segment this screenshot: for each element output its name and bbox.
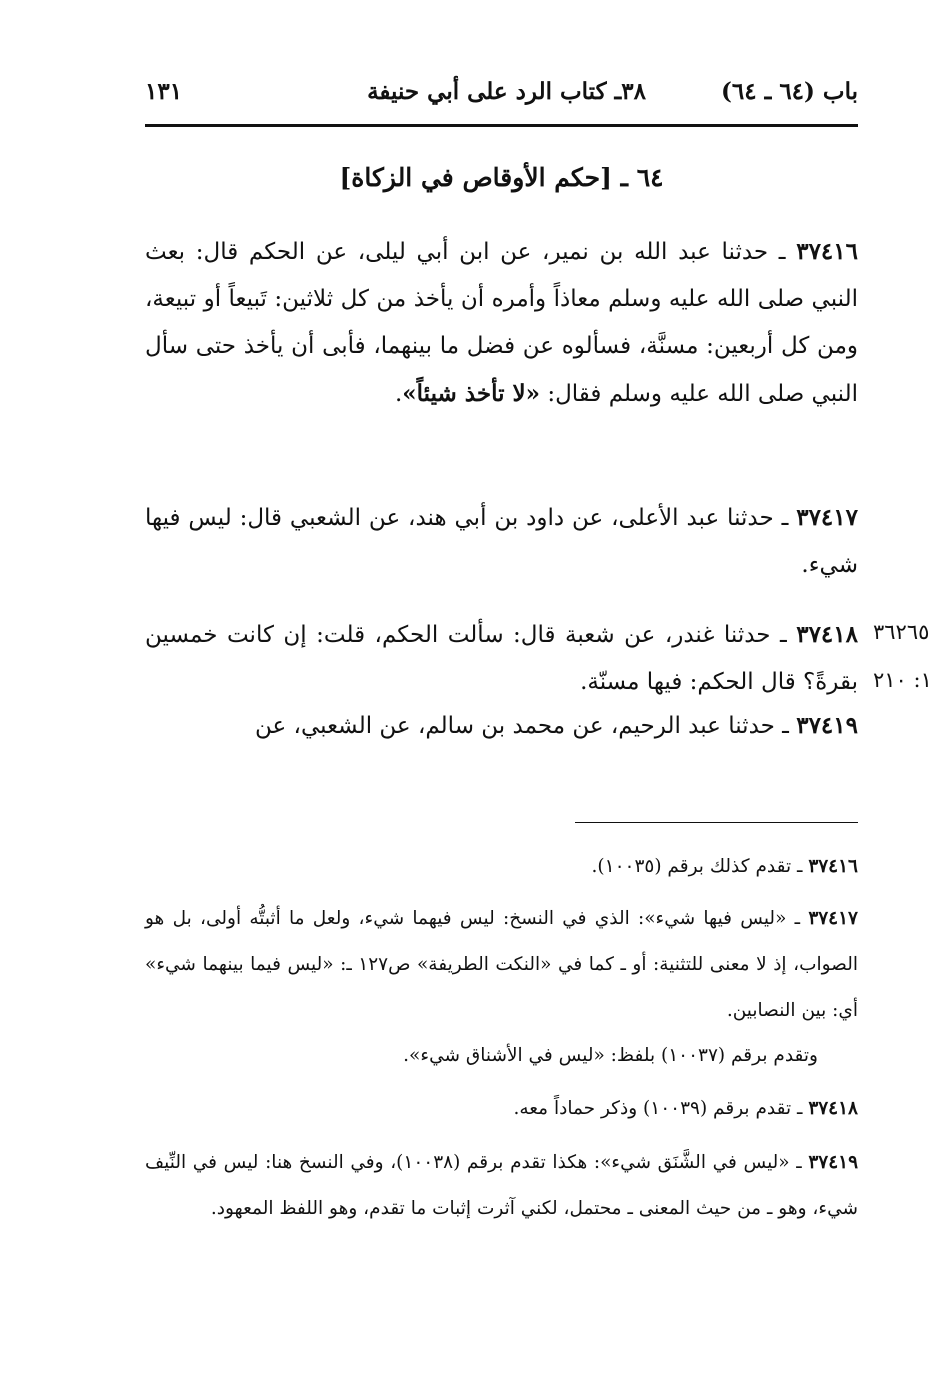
footnote-number: ٣٧٤١٩ (808, 1152, 859, 1173)
page-number: ١٣١ (145, 78, 183, 105)
hadith-paragraph (145, 702, 858, 750)
footnote (145, 1033, 858, 1079)
hadith-paragraph (145, 494, 858, 589)
hadith-text: ـ حدثنا عبد الرحيم، عن محمد بن سالم، عن الشعبي، عن (255, 713, 797, 739)
hadith-quote: «لا تأخذ شيئاً» (402, 380, 541, 407)
chapter-title: ٦٤ ـ [حكم الأوقاص في الزكاة] (339, 163, 664, 192)
footnote-divider (575, 822, 858, 823)
footnote (145, 1086, 858, 1132)
footnote (145, 896, 858, 1034)
running-header (145, 78, 858, 118)
hadith-text: ـ حدثنا عبد الأعلى، عن داود بن أبي هند، عن الشعبي قال: ليس فيها شيء. (145, 505, 858, 578)
footnote-text: ـ «ليس في الشَّنَق شيء»: هكذا تقدم برقم (١٠٠٣٨)، وفي النسخ هنا: ليس في النِّيف شيء، وهو ـ من حيث المعنى ـ محتمل، لكني آثرت إثبات ما تقدم، وهو اللفظ المعهود. (145, 1152, 858, 1219)
header-divider (145, 124, 858, 127)
hadith-number: ٣٧٤١٦ (796, 238, 858, 265)
hadith-text: ـ حدثنا عبد الله بن نمير، عن ابن أبي ليلى، عن الحكم قال: بعث النبي صلى الله عليه وسلم معاذاً وأمره أن يأخذ من كل ثلاثين: تَبيعاً أو تبيعة، ومن كل أربعين: مسنَّة، فسألوه عن فضل ما بينهما، فأبى أن يأخذ حتى سأل النبي صلى الله عليه وسلم فقال: (145, 239, 858, 407)
hadith-paragraph (145, 228, 858, 418)
hadith-number: ٣٧٤١٨ (796, 621, 858, 648)
hadith-end: . (394, 381, 403, 407)
section-label: باب (٦٤ ـ ٦٤) (720, 78, 858, 105)
footnote-text: ـ تقدم كذلك برقم (١٠٠٣٥). (591, 856, 809, 877)
footnote (145, 844, 858, 890)
footnote-number: ٣٧٤١٦ (808, 856, 858, 877)
footnote-text: ـ تقدم برقم (١٠٠٣٩) وذكر حماداً معه. (513, 1098, 809, 1119)
hadith-text: ـ حدثنا غندر، عن شعبة قال: سألت الحكم، قلت: إن كانت خمسين بقرةً؟ قال الحكم: فيها مسنّة. (145, 622, 858, 695)
margin-reference: ٣٦٢٦٥ (873, 620, 930, 644)
hadith-paragraph (145, 611, 858, 706)
footnote-number: ٣٧٤١٧ (808, 908, 858, 929)
book-title: ٣٨ـ كتاب الرد على أبي حنيفة (367, 78, 646, 105)
hadith-number: ٣٧٤١٧ (796, 504, 858, 531)
margin-reference: ١: ٢١٠ (873, 668, 932, 692)
footnote-number: ٣٧٤١٨ (808, 1098, 858, 1119)
footnote (145, 1140, 858, 1232)
footnote-text: ـ «ليس فيها شيء»: الذي في النسخ: ليس فيهما شيء، ولعل ما أثبتُّه أولى، بل هو الصواب، إذ لا معنى للتثنية: أو ـ كما في «النكت الطريفة» ص١٢٧ ـ: «ليس فيما بينهما شيء» أي: بين النصابين. (145, 908, 858, 1021)
footnote-text: وتقدم برقم (١٠٠٣٧) بلفظ: «ليس في الأشناق شيء». (403, 1045, 818, 1066)
hadith-number: ٣٧٤١٩ (796, 712, 858, 739)
